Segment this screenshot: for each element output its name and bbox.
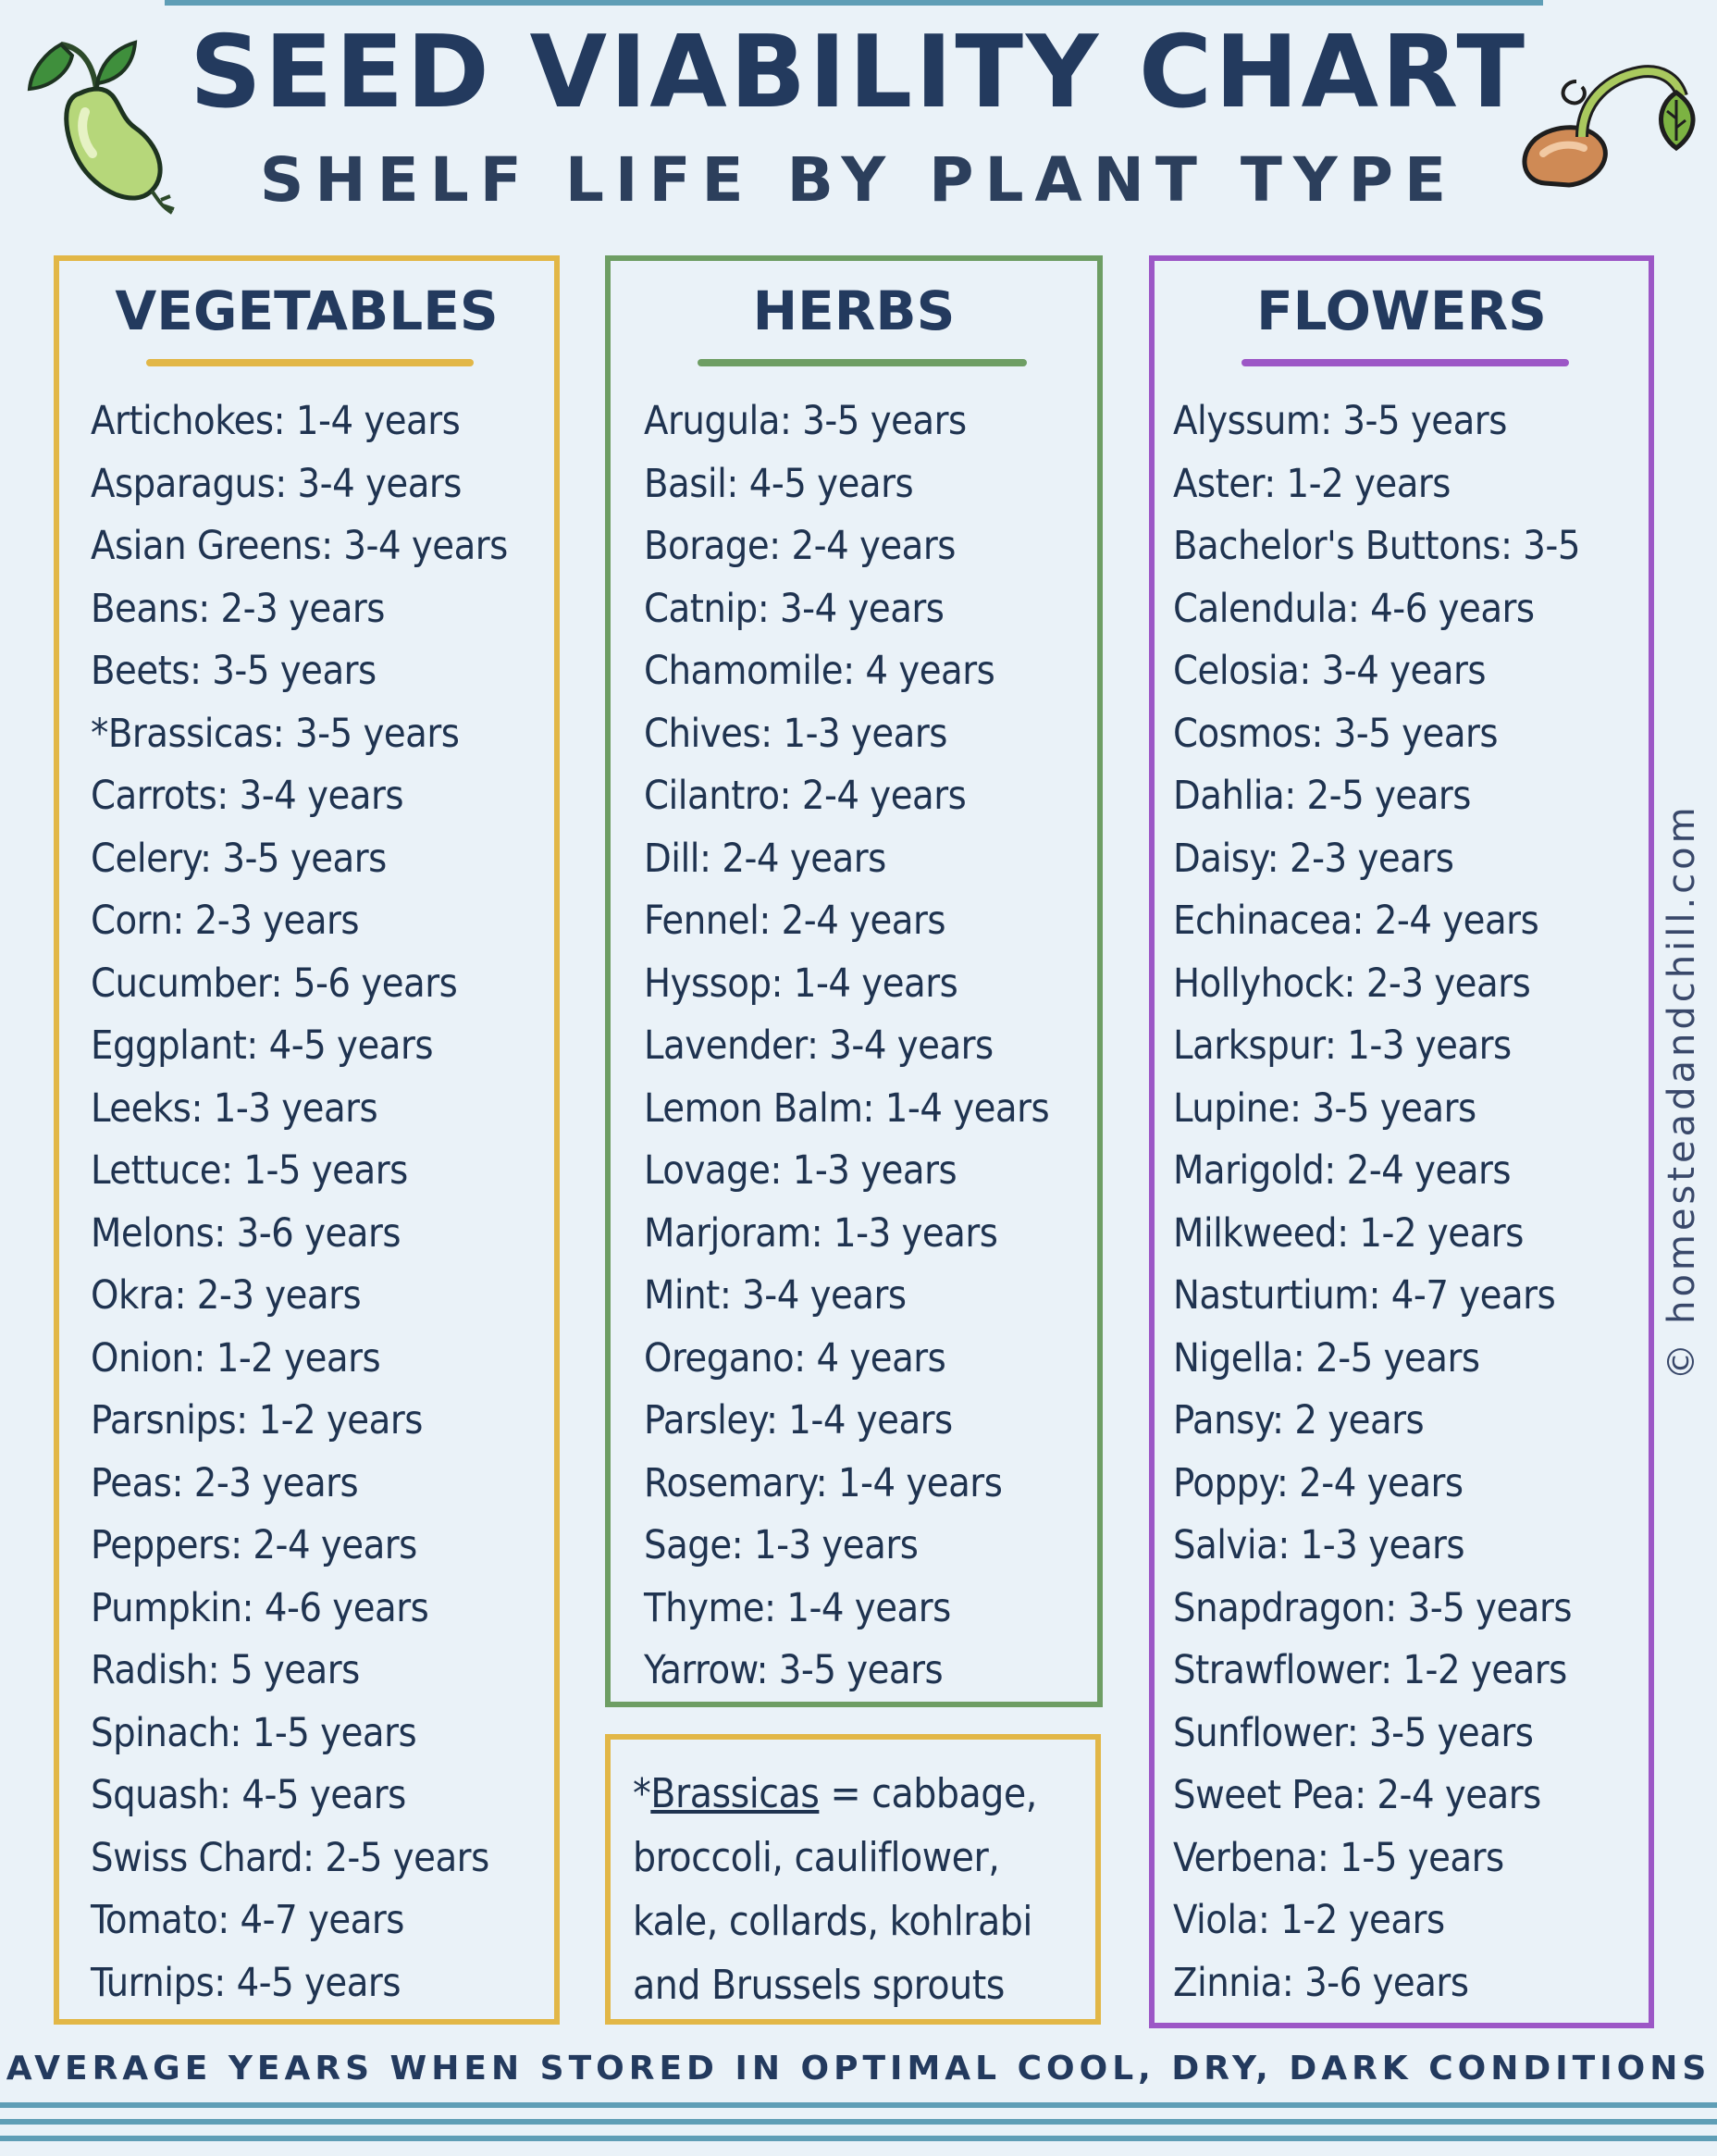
note-asterisk: * bbox=[633, 1770, 651, 1817]
herbs-underline bbox=[698, 359, 1027, 366]
list-item: Tomato: 4-7 years bbox=[91, 1897, 404, 1943]
list-item: Basil: 4-5 years bbox=[644, 460, 914, 507]
list-item: Nasturtium: 4-7 years bbox=[1173, 1272, 1556, 1319]
list-item: Peppers: 2-4 years bbox=[91, 1522, 417, 1568]
list-item: Chives: 1-3 years bbox=[644, 710, 947, 757]
list-item: Poppy: 2-4 years bbox=[1173, 1459, 1464, 1506]
note-definition: = cabbage, broccoli, cauliflower, kale, collards, kohlrabi and Brussels sprouts bbox=[633, 1770, 1037, 2009]
list-item: Celosia: 3-4 years bbox=[1173, 648, 1487, 694]
list-item: Asparagus: 3-4 years bbox=[91, 460, 462, 507]
list-item: Hollyhock: 2-3 years bbox=[1173, 960, 1531, 1007]
list-item: Daisy: 2-3 years bbox=[1173, 835, 1454, 882]
bottom-rule-2 bbox=[0, 2119, 1717, 2125]
flowers-list bbox=[1173, 390, 1580, 2014]
site-credit: © homesteadandchill.com bbox=[1661, 803, 1703, 1381]
list-item: Marigold: 2-4 years bbox=[1173, 1147, 1512, 1194]
list-item: Dahlia: 2-5 years bbox=[1173, 773, 1471, 819]
list-item: Hyssop: 1-4 years bbox=[644, 960, 958, 1007]
note-term: Brassicas bbox=[650, 1770, 820, 1817]
list-item: Cucumber: 5-6 years bbox=[91, 960, 458, 1007]
list-item: Artichokes: 1-4 years bbox=[91, 398, 461, 444]
list-item: Zinnia: 3-6 years bbox=[1173, 1959, 1469, 2006]
list-item: Beets: 3-5 years bbox=[91, 648, 377, 694]
list-item: Cosmos: 3-5 years bbox=[1173, 710, 1499, 757]
vegetables-list bbox=[91, 390, 508, 2014]
bottom-rule-1 bbox=[0, 2102, 1717, 2108]
list-item: Lupine: 3-5 years bbox=[1173, 1084, 1476, 1132]
list-item: Peas: 2-3 years bbox=[91, 1459, 359, 1506]
list-item: Swiss Chard: 2-5 years bbox=[91, 1834, 489, 1881]
list-item: Oregano: 4 years bbox=[644, 1334, 946, 1382]
list-item: Strawflower: 1-2 years bbox=[1173, 1647, 1567, 1693]
note-text bbox=[633, 1762, 1086, 2017]
list-item: Carrots: 3-4 years bbox=[91, 773, 404, 819]
herbs-panel bbox=[605, 255, 1103, 1707]
herbs-list bbox=[644, 390, 1049, 1703]
list-item: Leeks: 1-3 years bbox=[91, 1084, 378, 1132]
list-item: Parsley: 1-4 years bbox=[644, 1397, 953, 1444]
list-item: Cilantro: 2-4 years bbox=[644, 773, 967, 819]
list-item: Melons: 3-6 years bbox=[91, 1209, 401, 1257]
page-title: SEED VIABILITY CHART bbox=[189, 15, 1528, 130]
list-item: Asian Greens: 3-4 years bbox=[91, 523, 508, 569]
list-item: Marjoram: 1-3 years bbox=[644, 1209, 998, 1257]
list-item: Parsnips: 1-2 years bbox=[91, 1397, 423, 1444]
list-item: Arugula: 3-5 years bbox=[644, 398, 967, 444]
list-item: Pumpkin: 4-6 years bbox=[91, 1584, 429, 1631]
list-item: Thyme: 1-4 years bbox=[644, 1584, 951, 1631]
list-item: Lovage: 1-3 years bbox=[644, 1147, 957, 1194]
list-item: Calendula: 4-6 years bbox=[1173, 585, 1535, 632]
list-item: Larkspur: 1-3 years bbox=[1173, 1022, 1512, 1069]
list-item: Celery: 3-5 years bbox=[91, 835, 387, 882]
flowers-underline bbox=[1241, 359, 1569, 366]
list-item: *Brassicas: 3-5 years bbox=[91, 710, 460, 757]
flowers-heading: FLOWERS bbox=[1256, 279, 1547, 342]
list-item: Dill: 2-4 years bbox=[644, 835, 886, 882]
vegetables-underline bbox=[146, 359, 474, 366]
list-item: Pansy: 2 years bbox=[1173, 1397, 1425, 1444]
list-item: Eggplant: 4-5 years bbox=[91, 1022, 434, 1069]
top-rule bbox=[165, 0, 1543, 6]
vegetables-panel bbox=[54, 255, 560, 2025]
list-item: Fennel: 2-4 years bbox=[644, 898, 946, 944]
list-item: Corn: 2-3 years bbox=[91, 898, 360, 944]
list-item: Beans: 2-3 years bbox=[91, 585, 385, 632]
list-item: Lemon Balm: 1-4 years bbox=[644, 1084, 1050, 1132]
list-item: Bachelor's Buttons: 3-5 bbox=[1173, 523, 1580, 569]
list-item: Nigella: 2-5 years bbox=[1173, 1334, 1480, 1382]
list-item: Lavender: 3-4 years bbox=[644, 1022, 994, 1069]
list-item: Yarrow: 3-5 years bbox=[644, 1647, 944, 1693]
vegetables-heading: VEGETABLES bbox=[115, 279, 499, 342]
page-subtitle: SHELF LIFE BY PLANT TYPE bbox=[259, 144, 1458, 216]
list-item: Rosemary: 1-4 years bbox=[644, 1459, 1003, 1506]
list-item: Aster: 1-2 years bbox=[1173, 460, 1451, 507]
list-item: Mint: 3-4 years bbox=[644, 1272, 907, 1319]
brassicas-note bbox=[605, 1734, 1101, 2025]
bottom-rule-3 bbox=[0, 2136, 1717, 2141]
footer-caption: AVERAGE YEARS WHEN STORED IN OPTIMAL COOL, DRY, DARK CONDITIONS bbox=[6, 2050, 1711, 2088]
list-item: Echinacea: 2-4 years bbox=[1173, 898, 1539, 944]
list-item: Sweet Pea: 2-4 years bbox=[1173, 1772, 1541, 1818]
list-item: Viola: 1-2 years bbox=[1173, 1897, 1445, 1943]
list-item: Salvia: 1-3 years bbox=[1173, 1522, 1465, 1568]
list-item: Sage: 1-3 years bbox=[644, 1522, 919, 1568]
list-item: Lettuce: 1-5 years bbox=[91, 1147, 408, 1194]
list-item: Verbena: 1-5 years bbox=[1173, 1834, 1504, 1881]
list-item: Spinach: 1-5 years bbox=[91, 1709, 417, 1756]
list-item: Chamomile: 4 years bbox=[644, 648, 995, 694]
list-item: Sunflower: 3-5 years bbox=[1173, 1709, 1534, 1756]
list-item: Squash: 4-5 years bbox=[91, 1772, 406, 1818]
list-item: Alyssum: 3-5 years bbox=[1173, 398, 1507, 444]
list-item: Onion: 1-2 years bbox=[91, 1334, 381, 1382]
list-item: Turnips: 4-5 years bbox=[91, 1959, 401, 2006]
list-item: Milkweed: 1-2 years bbox=[1173, 1209, 1524, 1257]
list-item: Catnip: 3-4 years bbox=[644, 585, 945, 632]
list-item: Borage: 2-4 years bbox=[644, 523, 956, 569]
flowers-panel bbox=[1149, 255, 1654, 2028]
list-item: Radish: 5 years bbox=[91, 1647, 360, 1693]
list-item: Okra: 2-3 years bbox=[91, 1272, 362, 1319]
list-item: Snapdragon: 3-5 years bbox=[1173, 1584, 1573, 1631]
herbs-heading: HERBS bbox=[752, 279, 956, 342]
